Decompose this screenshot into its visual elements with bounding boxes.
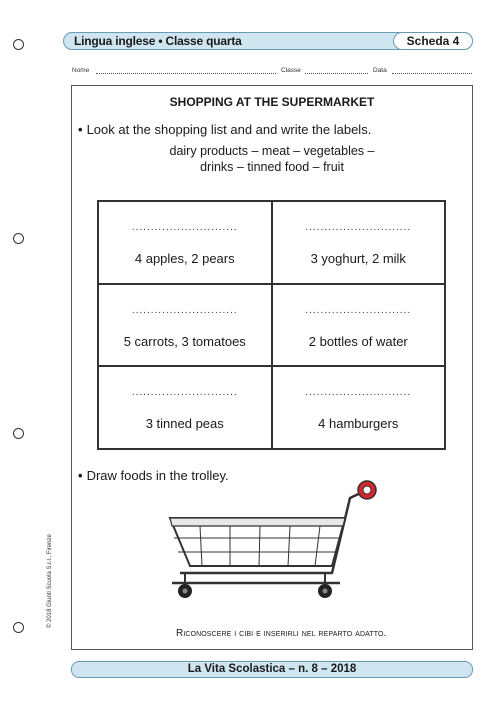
binder-hole-2 (13, 233, 24, 244)
food-item: 3 yoghurt, 2 milk (310, 251, 406, 266)
shopping-grid (97, 200, 446, 450)
grid-cell (98, 284, 272, 367)
bullet-icon: • (78, 468, 83, 483)
name-field[interactable] (96, 73, 276, 74)
food-item: 4 hamburgers (318, 416, 399, 432)
word-bank-line-1: dairy products – meat – vegetables – (169, 144, 375, 158)
grid-cell (272, 284, 446, 367)
food-item: 3 tinned peas (145, 416, 224, 432)
footnote: Riconoscere i cibi e inserirli nel reparto adatto. (176, 628, 387, 639)
class-field[interactable] (305, 73, 368, 74)
label-blank[interactable]: ............................ (131, 222, 238, 233)
label-blank[interactable]: ............................ (305, 222, 412, 233)
instruction-2-text: Draw foods in the trolley. (86, 468, 229, 483)
label-blank[interactable]: ............................ (131, 304, 238, 316)
grid-cell (98, 366, 272, 449)
name-label: Nome (72, 67, 90, 74)
food-item: 5 carrots, 3 tomatoes (123, 333, 246, 349)
bullet-icon: • (78, 122, 83, 137)
footer-bar (71, 661, 473, 678)
label-blank[interactable]: ............................ (305, 304, 412, 316)
date-label: Data (373, 67, 387, 74)
instruction-1 (78, 122, 371, 137)
header-bar (63, 32, 473, 50)
shopping-trolley-icon[interactable] (160, 478, 385, 608)
worksheet-title: SHOPPING AT THE SUPERMARKET (169, 95, 375, 109)
grid-cell (272, 201, 446, 284)
grid-cell (98, 201, 272, 284)
grid-cell (272, 366, 446, 449)
binder-hole-3 (13, 428, 24, 439)
scheda-label: Scheda 4 (393, 32, 473, 50)
label-blank[interactable]: ............................ (305, 387, 412, 399)
subject-label: Lingua inglese • Classe quarta (74, 34, 242, 48)
class-label: Classe (281, 67, 301, 74)
instruction-1-text: Look at the shopping list and and write the labels. (86, 122, 372, 137)
food-item: 4 apples, 2 pears (134, 251, 235, 266)
word-bank-line-2: drinks – tinned food – fruit (200, 160, 344, 174)
binder-hole-1 (13, 39, 24, 50)
food-item: 2 bottles of water (308, 333, 408, 349)
copyright-notice: © 2018 Giunti Scuola S.r.l., Firenze (47, 534, 53, 628)
label-blank[interactable]: ............................ (131, 387, 238, 399)
binder-hole-4 (13, 622, 24, 633)
date-field[interactable] (392, 73, 472, 74)
publication-label: La Vita Scolastica – n. 8 – 2018 (187, 663, 357, 675)
